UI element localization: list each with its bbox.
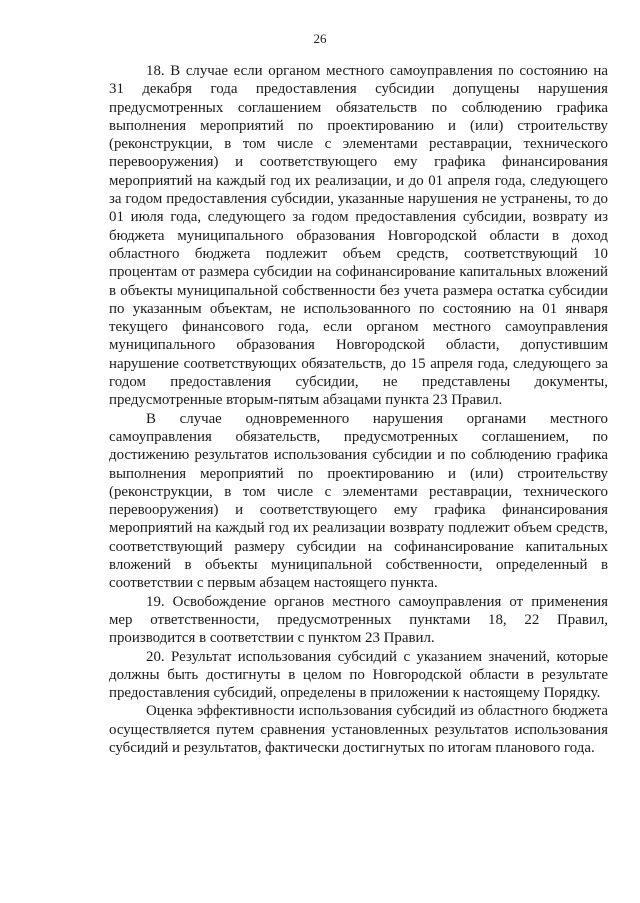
paragraph-efficiency-assessment: Оценка эффективности использования субсидий из областного бюджета осуществляется путем сравнения установленных результатов использования субсидий и результатов, фактически достигнутых по итогам планового года. (109, 703, 608, 756)
page-number: 26 (313, 31, 327, 46)
document-body (109, 62, 608, 757)
paragraph-item-19: 19. Освобождение органов местного самоуправления от применения мер ответственности, предусмотренных пунктами 18, 22 Правил, производится в соответствии с пунктом 23 Правил. (109, 593, 608, 647)
paragraph-item-20: 20. Результат использования субсидий с указанием значений, которые должны быть достигнуты в целом по Новгородской области в результате предоставления субсидий, определены в приложении к настоящему Порядку. (109, 648, 608, 702)
paragraph-simultaneous-violation: В случае одновременного нарушения органами местного самоуправления обязательств, предусмотренных соглашением, по достижению результатов использования субсидии и по соблюдению графика выполнения мероприятий по проектированию и (или) строительству (реконструкции, в том числе с элементами реставрации, технического перевооружения) и соответствующего ему графика финансирования мероприятий на каждый год их реализации возврату подлежит объем средств, соответствующий размеру субсидии на софинансирование капитальных вложений в объекты муниципальной собственности, определенный в соответствии с первым абзацем настоящего пункта. (109, 410, 608, 592)
paragraph-item-18: 18. В случае если органом местного самоуправления по состоянию на 31 декабря года предоставления субсидии допущены нарушения предусмотренных соглашением обязательств по соблюдению графика выполнения мероприятий по проектированию и (или) строительству (реконструкции, в том числе с элементами реставрации, технического перевооружения) и соответствующего ему графика финансирования мероприятий на каждый год их реализации, и до 01 апреля года, следующего за годом предоставления субсидии, указанные нарушения не устранены, то до 01 июля года, следующего за годом предоставления субсидии, возврату из бюджета муниципального образования Новгородской области в доход областного бюджета подлежит объем средств, соответствующий 10 процентам от размера субсидии на софинансирование капитальных вложений в объекты муниципальной собственности без учета размера остатка субсидии по указанным объектам, не использованного по состоянию на 01 января текущего финансового года, если органом местного самоуправления муниципального образования Новгородской области, допустившим нарушение соответствующих обязательств, до 15 апреля года, следующего за годом предоставления субсидии, не представлены документы, предусмотренные вторым-пятым абзацами пункта 23 Правил. (109, 63, 608, 409)
